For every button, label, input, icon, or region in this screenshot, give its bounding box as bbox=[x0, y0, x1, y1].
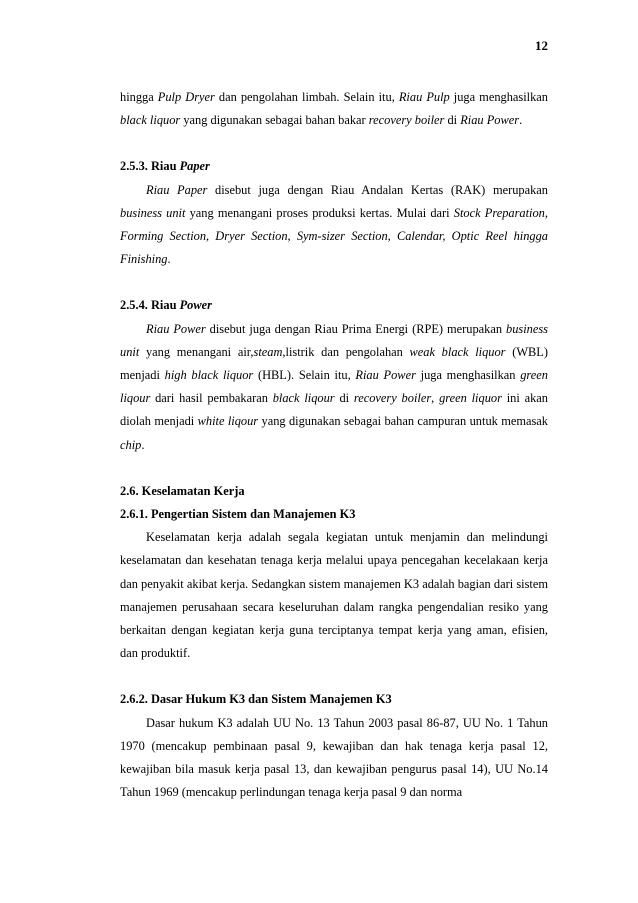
section-heading-2-6-2: 2.6.2. Dasar Hukum K3 dan Sistem Manajemen K3 bbox=[120, 692, 392, 707]
italic-term: weak black liquor bbox=[409, 344, 506, 359]
italic-term: Riau Power bbox=[355, 368, 416, 383]
italic-term: black liquor bbox=[120, 113, 181, 128]
italic-term: Power bbox=[179, 298, 212, 313]
italic-term: Forming Section, Dryer Section, Sym-sizer Section, Calendar, Optic Reel hingga Finishing bbox=[120, 229, 548, 267]
continuation-paragraph: hingga Pulp Dryer dan pengolahan limbah. Selain itu, Riau Pulp juga menghasilkan black liquor yang digunakan sebagai bahan bakar recovery boiler di Riau Power. bbox=[120, 90, 549, 128]
italic-term: recovery boiler bbox=[368, 113, 445, 128]
page-number: 12 bbox=[535, 38, 548, 53]
italic-term: black liqour bbox=[272, 391, 335, 406]
section-heading-2-5-3: 2.5.3. Riau Paper bbox=[120, 159, 210, 174]
italic-term: Riau Pulp bbox=[398, 90, 450, 104]
section-body-2-6-1: Keselamatan kerja adalah segala kegiatan untuk menjamin dan melindungi keselamatan dan kesehatan tenaga kerja melalui upaya pencegahan kecelakaan kerja dan penyakit akibat kerja. Sedangkan sistem manajemen K3 adalah bagian dari sistem manajemen perusahaan secara keseluruhan dalam rangka pengendalian resiko yang berkaitan dengan kegiatan kerja guna terciptanya tempat kerja yang aman, efisien, dan produktif. bbox=[120, 530, 548, 661]
italic-term: Stock Preparation bbox=[453, 205, 545, 220]
italic-term: recovery boiler bbox=[353, 391, 432, 406]
italic-term: Riau Paper bbox=[146, 182, 208, 197]
section-heading-2-6-1: 2.6.1. Pengertian Sistem dan Manajemen K3 bbox=[120, 507, 356, 522]
document-body bbox=[120, 86, 548, 804]
italic-term: Riau Power bbox=[146, 321, 206, 336]
italic-term: green liquor bbox=[439, 391, 502, 406]
section-heading-2-5-4: 2.5.4. Riau Power bbox=[120, 298, 212, 313]
italic-term: steam bbox=[253, 344, 283, 359]
italic-term: Paper bbox=[179, 159, 210, 174]
section-body-2-5-3: Riau Paper disebut juga dengan Riau Andalan Kertas (RAK) merupakan business unit yang menangani proses produksi kertas. Mulai dari Stock Preparation, Forming Section, Dryer Section, Sym-sizer Section, Calendar, Optic Reel hingga Finishing. bbox=[120, 182, 548, 267]
italic-term: high black liquor bbox=[164, 368, 254, 383]
italic-term: green liqour bbox=[120, 368, 548, 406]
italic-term: business unit bbox=[120, 205, 186, 220]
section-body-2-5-4: Riau Power disebut juga dengan Riau Prima Energi (RPE) merupakan business unit yang menangani air,steam,listrik dan pengolahan weak black liquor (WBL) menjadi high black liquor (HBL). Selain itu, Riau Power juga menghasilkan green liqour dari hasil pembakaran black liqour di recovery boiler, green liquor ini akan diolah menjadi white liqour yang digunakan sebagai bahan campuran untuk memasak chip. bbox=[120, 321, 548, 452]
italic-term: business unit bbox=[120, 321, 548, 359]
italic-term: Pulp Dryer bbox=[157, 90, 215, 104]
section-body-2-6-2: Dasar hukum K3 adalah UU No. 13 Tahun 2003 pasal 86-87, UU No. 1 Tahun 1970 (mencakup pembinaan pasal 9, kewajiban dan hak tenaga kerja pasal 12, kewajiban bila masuk kerja pasal 13, dan kewajiban pengurus pasal 14), UU No.14 Tahun 1969 (mencakup perlindungan tenaga kerja pasal 9 dan norma bbox=[120, 715, 548, 800]
italic-term: white liqour bbox=[197, 414, 259, 429]
italic-term: Riau Power bbox=[460, 113, 520, 128]
italic-term: chip bbox=[120, 437, 142, 452]
section-heading-2-6: 2.6. Keselamatan Kerja bbox=[120, 483, 245, 498]
